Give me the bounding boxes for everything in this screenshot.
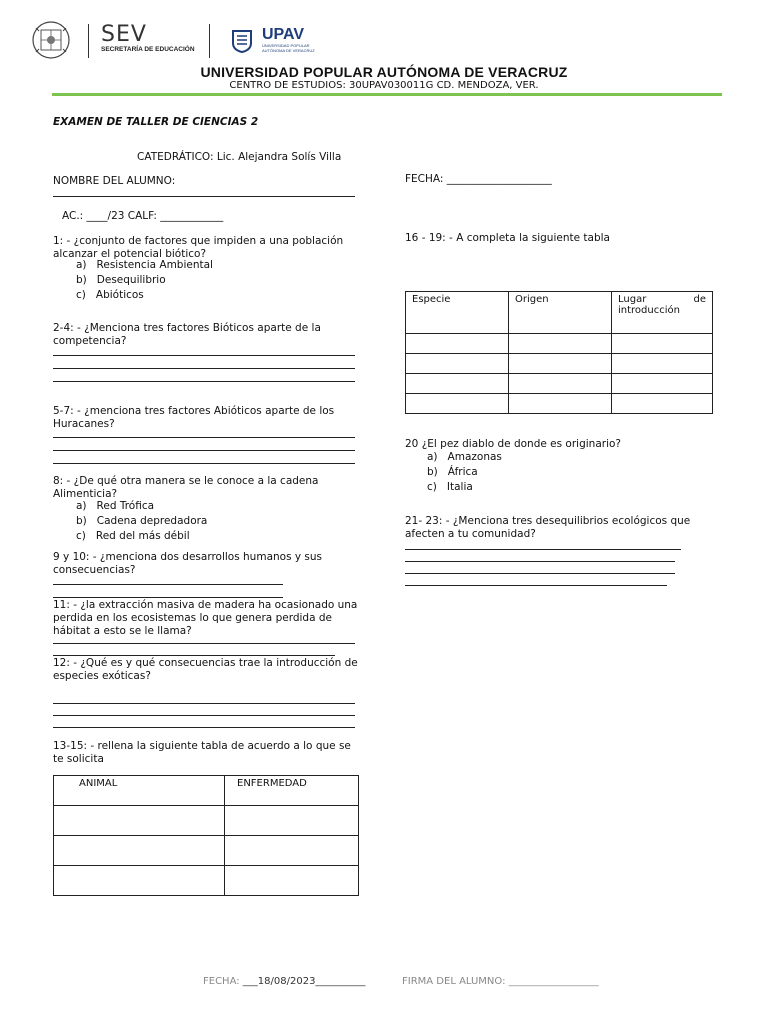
table-cell[interactable] xyxy=(509,394,612,414)
q1-option-a[interactable]: a) Resistencia Ambiental xyxy=(76,259,213,271)
question-13-15: 13-15: - rellena la siguiente tabla de acuerdo a lo que se te solicita xyxy=(53,740,351,765)
answer-line[interactable] xyxy=(405,561,675,562)
header-rule xyxy=(52,93,722,96)
q8-option-b[interactable]: b) Cadena depredadora xyxy=(76,515,208,527)
answer-line[interactable] xyxy=(53,437,355,438)
sev-subtitle: SECRETARÍA DE EDUCACIÓN xyxy=(101,46,195,53)
question-8: 8: - ¿De qué otra manera se le conoce a la cadena Alimenticia? xyxy=(53,475,319,500)
veracruz-seal-icon xyxy=(30,20,72,60)
answer-line[interactable] xyxy=(53,703,355,704)
answer-line[interactable] xyxy=(53,381,355,382)
answer-line[interactable] xyxy=(53,715,355,716)
question-5-7: 5-7: - ¿menciona tres factores Abióticos aparte de los Huracanes? xyxy=(53,405,335,430)
table-cell[interactable] xyxy=(225,806,359,836)
date-field[interactable]: FECHA: ____________________ xyxy=(405,173,552,185)
teacher-label: CATEDRÁTICO: Lic. Alejandra Solís Villa xyxy=(137,151,342,163)
table-cell[interactable] xyxy=(54,866,225,896)
header-divider xyxy=(88,24,89,58)
table-header-introduction: Lugar de introducción xyxy=(612,292,713,334)
study-center: CENTRO DE ESTUDIOS: 30UPAV030011G CD. MENDOZA, VER. xyxy=(229,80,539,91)
answer-line[interactable] xyxy=(53,584,283,585)
table-cell[interactable] xyxy=(54,836,225,866)
table-cell[interactable] xyxy=(225,866,359,896)
sev-logo: SEV xyxy=(101,22,147,47)
university-title: UNIVERSIDAD POPULAR AUTÓNOMA DE VERACRUZ xyxy=(200,64,568,80)
answer-line[interactable] xyxy=(405,573,675,574)
footer-date: FECHA: ___18/08/2023__________ xyxy=(203,976,366,987)
q1-option-c[interactable]: c) Abióticos xyxy=(76,289,144,301)
question-11: 11: - ¿la extracción masiva de madera ha ocasionado una perdida en los ecosistemas lo que genera perdida de hábitat a esto se le llama? xyxy=(53,599,358,637)
answer-line[interactable] xyxy=(53,655,335,656)
student-name-label: NOMBRE DEL ALUMNO: xyxy=(53,175,176,187)
table-cell[interactable] xyxy=(225,836,359,866)
question-20: 20 ¿El pez diablo de donde es originario? xyxy=(405,438,621,450)
table-cell[interactable] xyxy=(612,394,713,414)
question-2-4: 2-4: - ¿Menciona tres factores Bióticos aparte de la competencia? xyxy=(53,322,321,347)
question-21-23: 21- 23: - ¿Menciona tres desequilibrios ecológicos que afecten a tu comunidad? xyxy=(405,515,691,540)
footer-date-value: ___18/08/2023__________ xyxy=(242,976,366,987)
table-cell[interactable] xyxy=(509,334,612,354)
answer-line[interactable] xyxy=(53,727,355,728)
upav-logo: UPAV xyxy=(262,26,305,43)
q20-option-b[interactable]: b) África xyxy=(427,466,478,478)
table-header-disease: ENFERMEDAD xyxy=(225,776,359,806)
upav-shield-icon xyxy=(231,29,253,53)
table-cell[interactable] xyxy=(406,394,509,414)
table-cell[interactable] xyxy=(54,806,225,836)
header-divider xyxy=(209,24,210,58)
answer-line[interactable] xyxy=(405,549,681,550)
table-cell[interactable] xyxy=(612,334,713,354)
table-cell[interactable] xyxy=(612,354,713,374)
q8-option-c[interactable]: c) Red del más débil xyxy=(76,530,190,542)
table-cell[interactable] xyxy=(509,374,612,394)
animal-disease-table xyxy=(53,775,359,896)
question-9-10: 9 y 10: - ¿menciona dos desarrollos humanos y sus consecuencias? xyxy=(53,551,323,576)
table-cell[interactable] xyxy=(406,334,509,354)
table-header-animal: ANIMAL xyxy=(54,776,225,806)
answer-line[interactable] xyxy=(53,355,355,356)
table-cell[interactable] xyxy=(406,354,509,374)
answer-line[interactable] xyxy=(53,463,355,464)
question-12: 12: - ¿Qué es y qué consecuencias trae la introducción de especies exóticas? xyxy=(53,657,358,682)
answer-line[interactable] xyxy=(53,643,355,644)
table-header-species: Especie xyxy=(406,292,509,334)
question-16-19: 16 - 19: - A completa la siguiente tabla xyxy=(405,232,610,244)
exam-title: EXAMEN DE TALLER DE CIENCIAS 2 xyxy=(53,116,259,128)
q1-option-b[interactable]: b) Desequilibrio xyxy=(76,274,166,286)
answer-line[interactable] xyxy=(405,585,667,586)
question-1: 1: - ¿conjunto de factores que impiden a una población alcanzar el potencial biótico? xyxy=(53,235,344,260)
table-header-origin: Origen xyxy=(509,292,612,334)
table-cell[interactable] xyxy=(509,354,612,374)
answer-line[interactable] xyxy=(53,597,283,598)
q20-option-c[interactable]: c) Italia xyxy=(427,481,473,493)
footer-signature: FIRMA DEL ALUMNO: __________________ xyxy=(402,976,599,987)
score-field: AC.: ____/23 CALF: ____________ xyxy=(62,210,224,222)
q8-option-a[interactable]: a) Red Trófica xyxy=(76,500,155,512)
upav-subtitle: UNIVERSIDAD POPULAR AUTÓNOMA DE VERACRUZ xyxy=(262,43,315,53)
answer-line[interactable] xyxy=(53,368,355,369)
table-cell[interactable] xyxy=(406,374,509,394)
q20-option-a[interactable]: a) Amazonas xyxy=(427,451,502,463)
table-cell[interactable] xyxy=(612,374,713,394)
species-table xyxy=(405,291,713,414)
answer-line[interactable] xyxy=(53,450,355,451)
student-name-line[interactable] xyxy=(53,196,355,197)
